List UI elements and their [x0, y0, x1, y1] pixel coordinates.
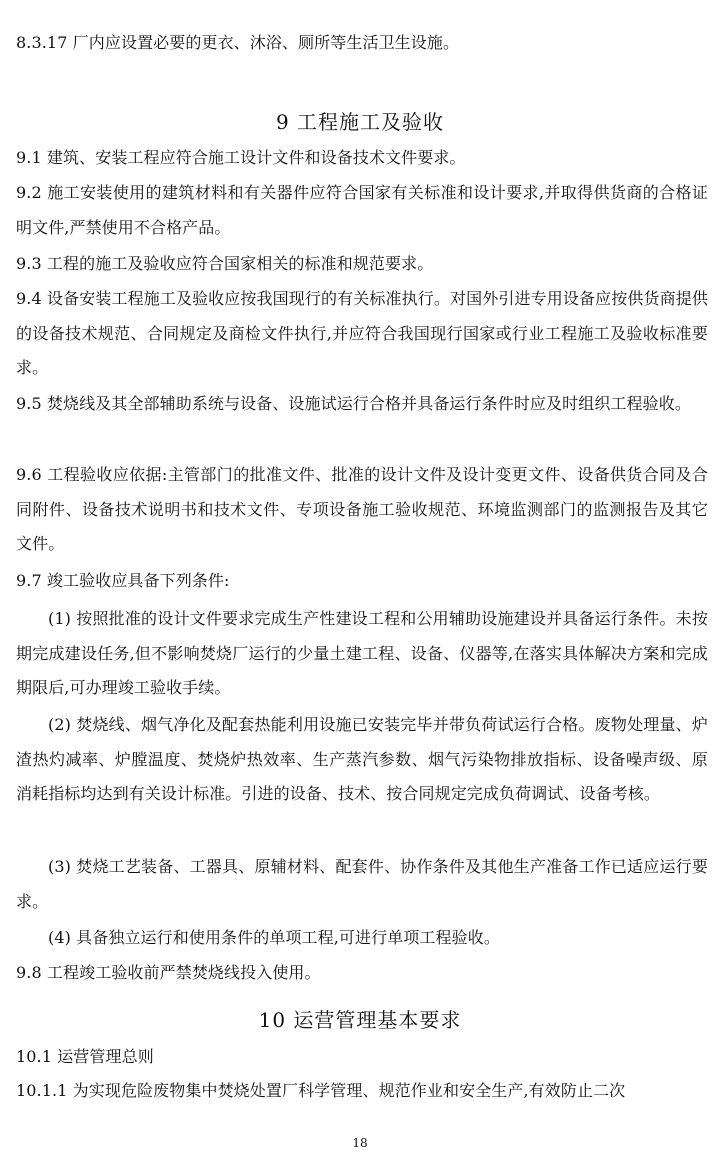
clause-9-8: 9.8 工程竣工验收前严禁焚烧线投入使用。 [16, 963, 321, 982]
clause-9-5: 9.5 焚烧线及其全部辅助系统与设备、设施试运行合格并具备运行条件时应及时组织工程验收。 [16, 394, 691, 413]
clause-9-7-item-2: (2) 焚烧线、烟气净化及配套热能利用设施已安装完毕并带负荷试运行合格。废物处理量、炉渣热灼减率、炉膛温度、焚烧炉热效率、生产蒸汽参数、烟气污染物排放指标、设备噪声级、原消耗指标均达到有关设计标准。引进的设备、技术、按合同规定完成负荷调试、设备考核。 [16, 715, 708, 803]
clause-8-3-17: 8.3.17 厂内应设置必要的更衣、沐浴、厕所等生活卫生设施。 [16, 33, 460, 52]
clause-9-7-item-1: (1) 按照批准的设计文件要求完成生产性建设工程和公用辅助设施建设并具备运行条件。未按期完成建设任务,但不影响焚烧厂运行的少量土建工程、设备、仪器等,在落实具体解决方案和完成期限后,可办理竣工验收手续。 [16, 609, 708, 697]
section-heading-10: 10 运营管理基本要求 [258, 1008, 462, 1032]
clause-10-1-1: 10.1.1 为实现危险废物集中焚烧处置厂科学管理、规范作业和安全生产,有效防止二次 [16, 1081, 626, 1100]
section-heading-9: 9 工程施工及验收 [275, 110, 445, 134]
clause-9-2: 9.2 施工安装使用的建筑材料和有关器件应符合国家有关标准和设计要求,并取得供货商的合格证明文件,严禁使用不合格产品。 [16, 183, 708, 237]
clause-9-1: 9.1 建筑、安装工程应符合施工设计文件和设备技术文件要求。 [16, 148, 466, 167]
clause-9-7-item-3: (3) 焚烧工艺装备、工器具、原辅材料、配套件、协作条件及其他生产准备工作已适应运行要求。 [16, 857, 708, 911]
page-number: 18 [352, 1136, 368, 1150]
clause-9-7-item-4: (4) 具备独立运行和使用条件的单项工程,可进行单项工程验收。 [48, 928, 500, 947]
clause-10-1: 10.1 运营管理总则 [16, 1047, 154, 1066]
clause-9-6: 9.6 工程验收应依据:主管部门的批准文件、批准的设计文件及设计变更文件、设备供货合同及合同附件、设备技术说明书和技术文件、专项设备施工验收规范、环境监测部门的监测报告及其它文件。 [16, 465, 708, 553]
clause-9-3: 9.3 工程的施工及验收应符合国家相关的标准和规范要求。 [16, 254, 434, 273]
clause-9-4: 9.4 设备安装工程施工及验收应按我国现行的有关标准执行。对国外引进专用设备应按供货商提供的设备技术规范、合同规定及商检文件执行,并应符合我国现行国家或行业工程施工及验收标准要求。 [16, 289, 708, 377]
clause-9-7: 9.7 竣工验收应具备下列条件: [16, 571, 230, 590]
